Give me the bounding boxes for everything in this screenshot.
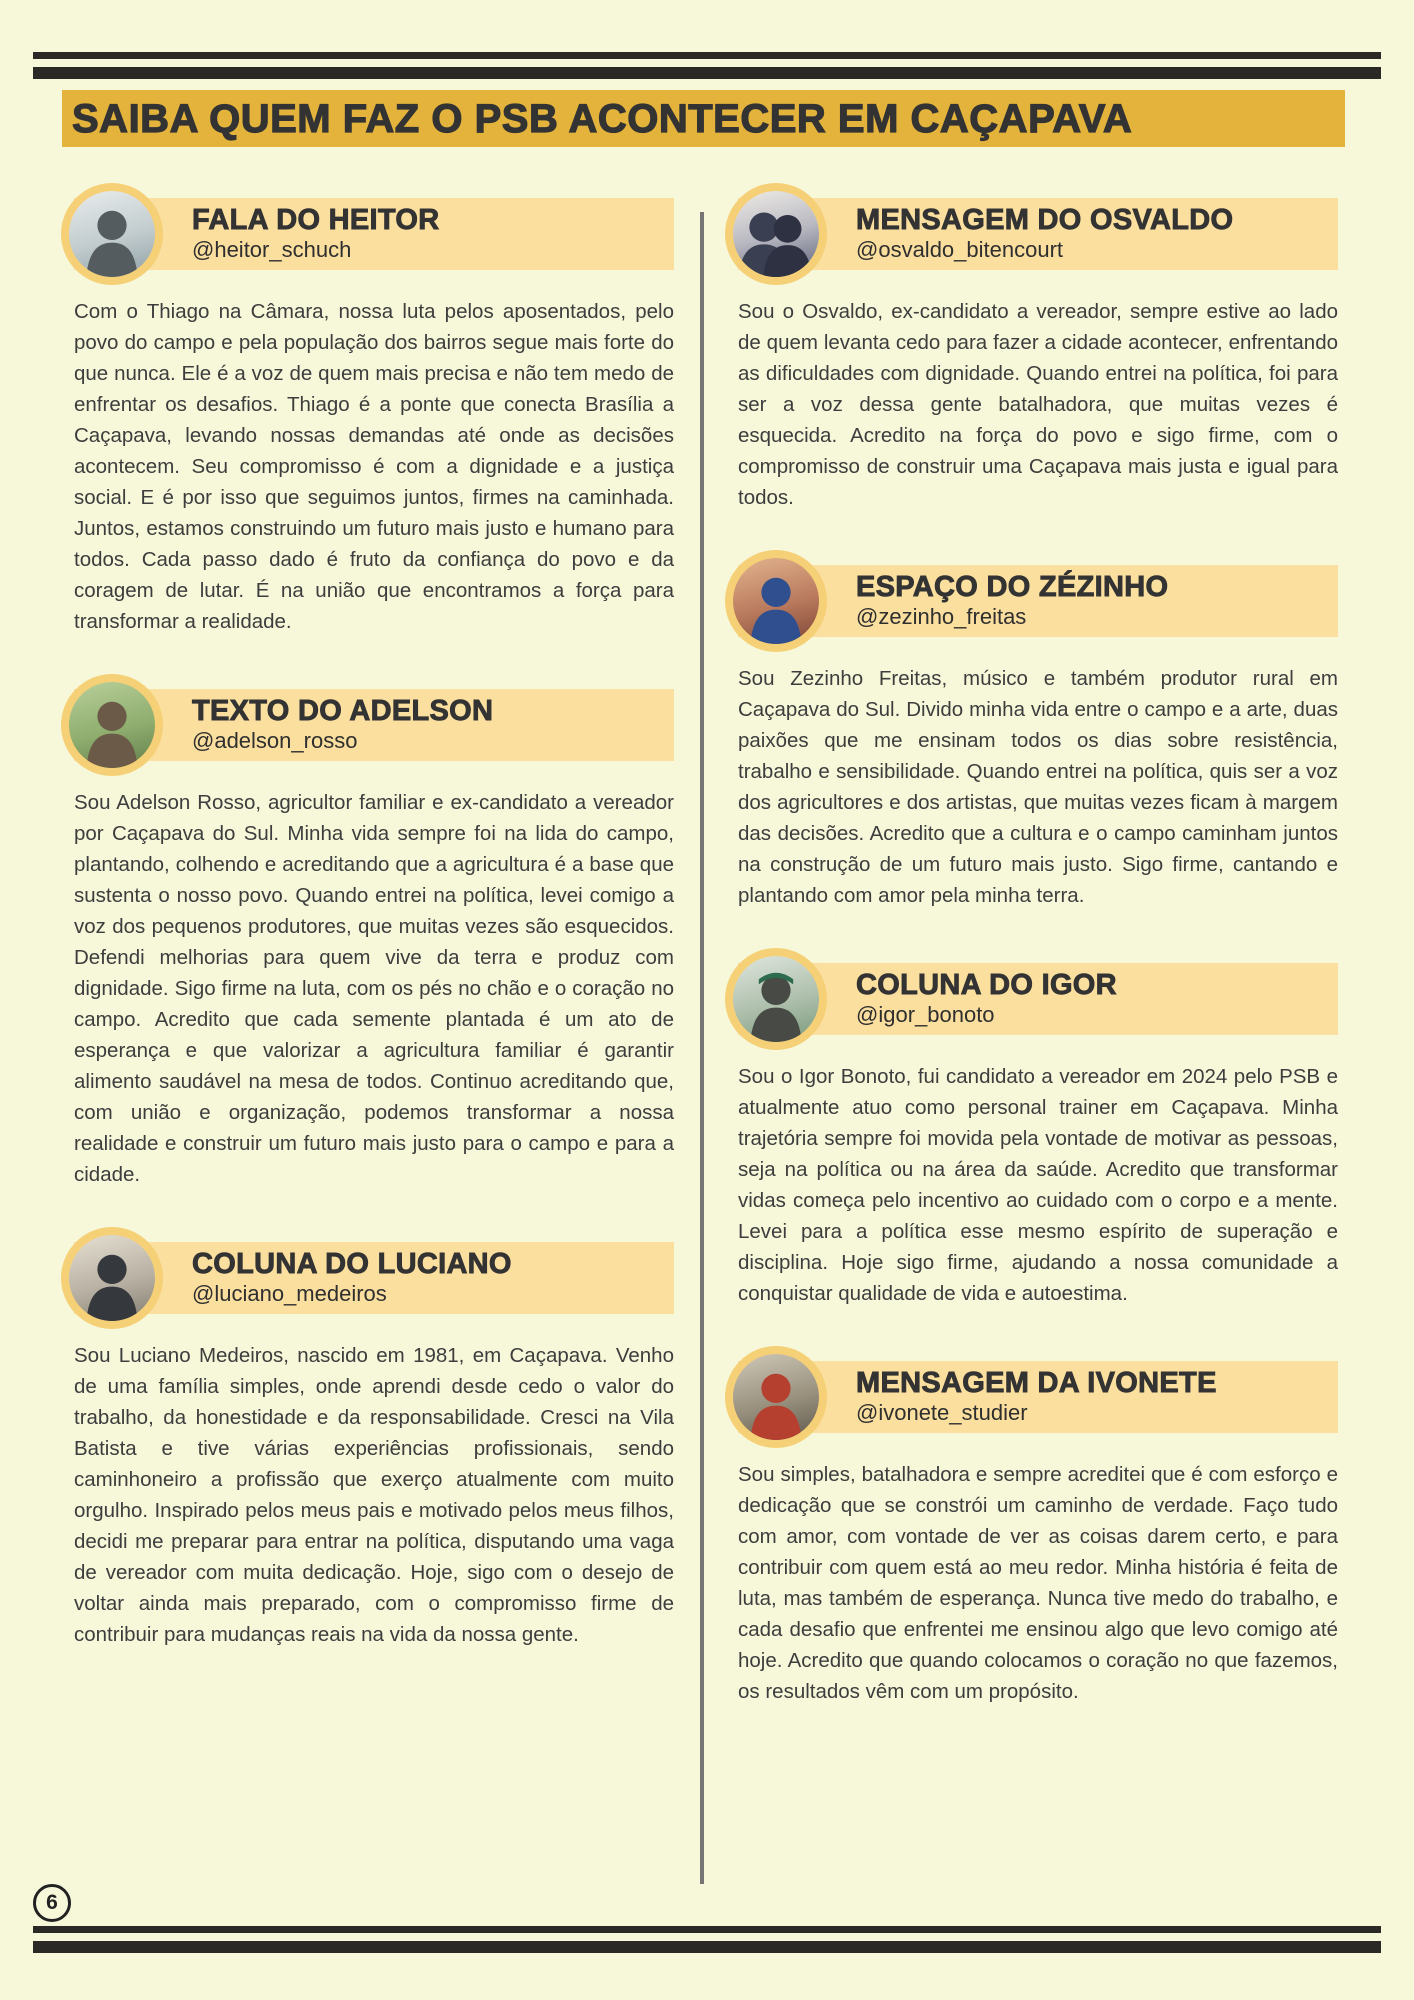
section-header-zezinho: [738, 565, 1338, 637]
section-title: COLUNA DO LUCIANO: [192, 1248, 512, 1281]
section-header-heitor: [74, 198, 674, 270]
section-title: FALA DO HEITOR: [192, 204, 440, 237]
avatar-ring: [61, 183, 163, 285]
section-body: Com o Thiago na Câmara, nossa luta pelos aposentados, pelo povo do campo e pela população dos bairros segue mais forte do que nunca. Ele é a voz de quem mais precisa e não tem medo de enfrentar os desafios. Thiago é a ponte que conecta Brasília a Caçapava, levando nossas demandas até onde as decisões acontecem. Seu compromisso é com a dignidade e a justiça social. E é por isso que seguimos juntos, firmes na caminhada. Juntos, estamos construindo um futuro mais justo e humano para todos. Cada passo dado é fruto da confiança do povo e da coragem de lutar. É na união que encontramos a força para transformar a realidade.: [74, 300, 674, 633]
section-title: MENSAGEM DO OSVALDO: [856, 204, 1234, 237]
avatar-ring: [61, 674, 163, 776]
section-body: Sou o Igor Bonoto, fui candidato a vereador em 2024 pelo PSB e atualmente atuo como personal trainer em Caçapava. Minha trajetória sempre foi movida pela vontade de motivar as pessoas, seja na política ou na área da saúde. Acredito que transformar vidas começa pelo incentivo ao cuidado com o corpo e a mente. Levei para a política esse mesmo espírito de superação e disciplina. Hoje sigo firme, ajudando a nossa comunidade a conquistar qualidade de vida e autoestima.: [738, 1065, 1338, 1305]
page-title-banner: [62, 90, 1345, 147]
section-body: Sou Adelson Rosso, agricultor familiar e ex-candidato a vereador por Caçapava do Sul. Minha vida sempre foi na lida do campo, plantando, colhendo e acreditando que a agricultura é a base que sustenta o nosso povo. Quando entrei na política, levei comigo a voz dos pequenos produtores, que muitas vezes são esquecidos. Defendi melhorias para quem vive da terra e produz com dignidade. Sigo firme na luta, com os pés no chão e o coração no campo. Acredito que cada semente plantada é um ato de esperança e que valorizar a agricultura familiar é garantir alimento saudável na mesa de todos. Continuo acreditando que, com união e organização, podemos transformar a nossa realidade e construir um futuro mais justo para o campo e para a cidade.: [74, 791, 674, 1186]
avatar-ring: [725, 1346, 827, 1448]
avatar-ring: [725, 948, 827, 1050]
content-columns: [74, 198, 1340, 1884]
section-header-osvaldo: [738, 198, 1338, 270]
section-adelson: [74, 689, 674, 1190]
avatar-ivonete-photo: [733, 1354, 819, 1440]
section-handle: @heitor_schuch: [192, 236, 352, 262]
section-title: COLUNA DO IGOR: [856, 969, 1117, 1002]
top-rule-thick: [33, 67, 1381, 79]
top-rule-thin: [33, 52, 1381, 59]
section-body: Sou o Osvaldo, ex-candidato a vereador, sempre estive ao lado de quem levanta cedo para fazer a cidade acontecer, enfrentando as dificuldades com dignidade. Quando entrei na política, foi para ser a voz dessa gente batalhadora, que muitas vezes é esquecida. Acredito na força do povo e sigo firme, com o compromisso de construir uma Caçapava mais justa e igual para todos.: [738, 300, 1338, 509]
page-number: 6: [46, 1891, 58, 1914]
section-heitor: [74, 198, 674, 637]
avatar-heitor-photo: [69, 191, 155, 277]
bottom-rule-thick: [33, 1941, 1381, 1953]
section-luciano: [74, 1242, 674, 1650]
section-body: Sou Zezinho Freitas, músico e também produtor rural em Caçapava do Sul. Divido minha vida entre o campo e a arte, duas paixões que me ensinam todos os dias sobre resistência, trabalho e sensibilidade. Quando entrei na política, quis ser a voz dos agricultores e dos artistas, que muitas vezes ficam à margem das decisões. Acredito que a cultura e o campo caminham juntos na construção de um futuro mais justo. Sigo firme, cantando e plantando com amor pela minha terra.: [738, 667, 1338, 907]
avatar-ring: [61, 1227, 163, 1329]
section-handle: @ivonete_studier: [856, 1399, 1028, 1425]
section-handle: @luciano_medeiros: [192, 1280, 387, 1306]
column-divider: [700, 212, 704, 1884]
avatar-luciano-photo: [69, 1235, 155, 1321]
section-title: ESPAÇO DO ZÉZINHO: [856, 571, 1169, 604]
avatar-osvaldo-photo: [733, 191, 819, 277]
avatar-adelson-photo: [69, 682, 155, 768]
section-handle: @igor_bonoto: [856, 1001, 995, 1027]
section-osvaldo: [738, 198, 1338, 513]
section-handle: @adelson_rosso: [192, 727, 358, 753]
section-header-luciano: [74, 1242, 674, 1314]
section-title: TEXTO DO ADELSON: [192, 695, 494, 728]
section-ivonete: [738, 1361, 1338, 1707]
avatar-ring: [725, 550, 827, 652]
section-title: MENSAGEM DA IVONETE: [856, 1367, 1217, 1400]
section-header-adelson: [74, 689, 674, 761]
bottom-rule-thin: [33, 1926, 1381, 1933]
page-title: SAIBA QUEM FAZ O PSB ACONTECER EM CAÇAPAVA: [72, 96, 1133, 141]
section-header-igor: [738, 963, 1338, 1035]
section-zezinho: [738, 565, 1338, 911]
section-body: Sou simples, batalhadora e sempre acreditei que é com esforço e dedicação que se constrói um caminho de verdade. Faço tudo com amor, com vontade de ver as coisas darem certo, e para contribuir com quem está ao meu redor. Minha história é feita de luta, mas também de esperança. Nunca tive medo do trabalho, e cada desafio que enfrentei me ensinou algo que levo comigo até hoje. Acredito que quando colocamos o coração no que fazemos, os resultados vêm com um propósito.: [738, 1463, 1338, 1703]
right-column: [738, 198, 1338, 1759]
section-handle: @zezinho_freitas: [856, 603, 1027, 629]
avatar-zezinho-photo: [733, 558, 819, 644]
page-number-badge: [33, 1884, 71, 1922]
left-column: [74, 198, 674, 1702]
avatar-igor-photo: [733, 956, 819, 1042]
section-header-ivonete: [738, 1361, 1338, 1433]
section-igor: [738, 963, 1338, 1309]
section-body: Sou Luciano Medeiros, nascido em 1981, em Caçapava. Venho de uma família simples, onde aprendi desde cedo o valor do trabalho, da honestidade e da responsabilidade. Cresci na Vila Batista e tive várias experiências profissionais, sendo caminhoneiro a profissão que exerço atualmente com muito orgulho. Inspirado pelos meus pais e motivado pelos meus filhos, decidi me preparar para entrar na política, disputando uma vaga de vereador com muita dedicação. Hoje, sigo com o desejo de voltar ainda mais preparado, com o compromisso firme de contribuir para mudanças reais na vida da nossa gente.: [74, 1344, 674, 1646]
avatar-ring: [725, 183, 827, 285]
section-handle: @osvaldo_bitencourt: [856, 236, 1064, 262]
